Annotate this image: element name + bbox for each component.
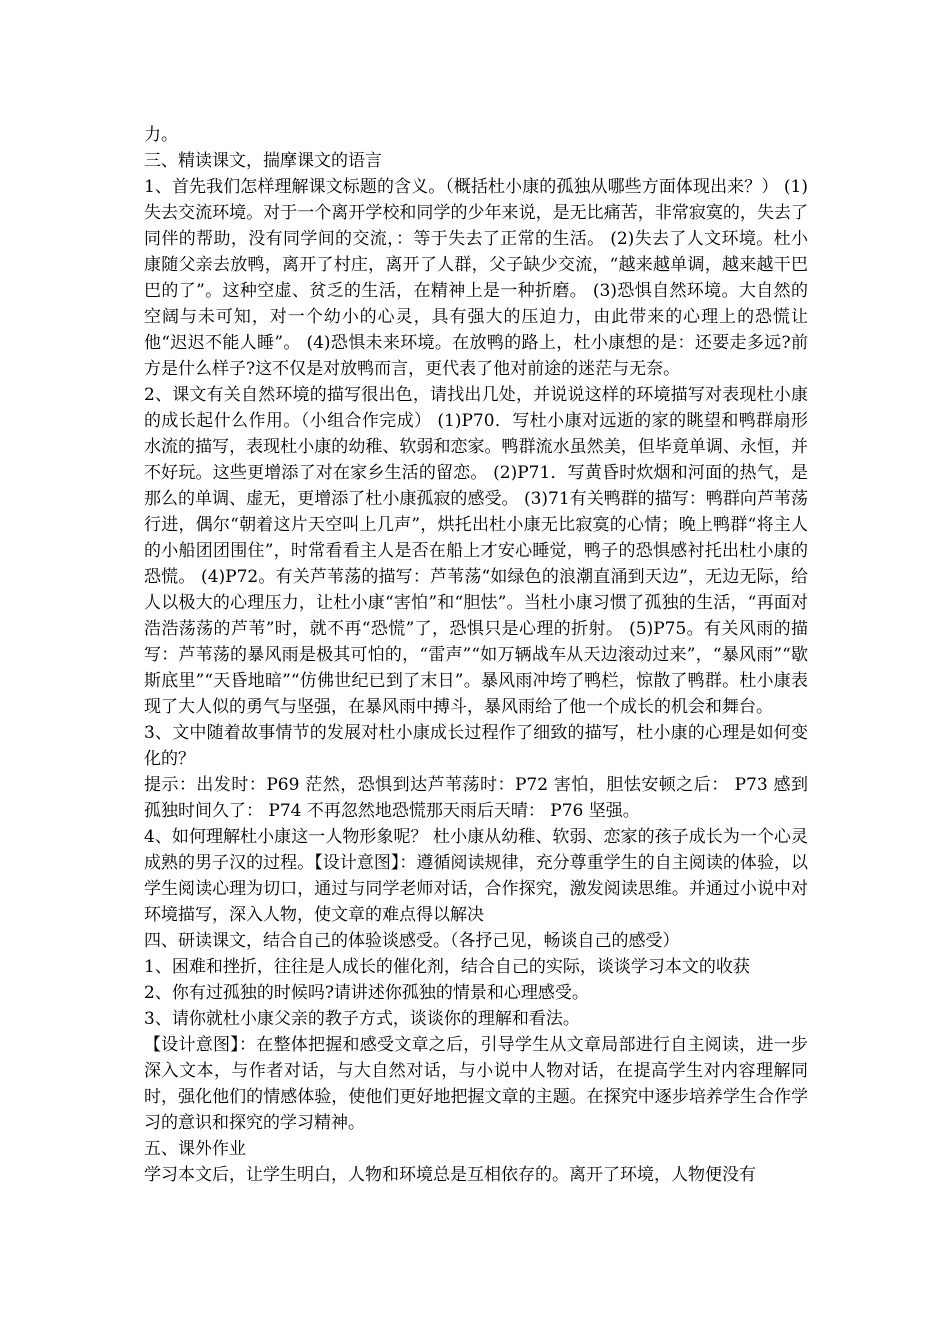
homework-text: 学习本文后，让学生明白，人物和环境总是互相依存的。离开了环境，人物便没有 — [144, 1165, 756, 1185]
discussion-item-one: 1、困难和挫折，往往是人成长的催化剂，结合自己的实际，谈谈学习本文的收获 — [144, 957, 750, 977]
section-heading-five: 五、课外作业 — [144, 1139, 246, 1159]
document-body — [144, 122, 808, 1188]
continuation-text: 力。 — [144, 125, 178, 145]
section-heading-three: 三、精读课文，揣摩课文的语言 — [144, 151, 382, 171]
question-one: 1、首先我们怎样理解课文标题的含义。（概括杜小康的孤独从哪些方面体现出来？） (1)失去交流环境。对于一个离开学校和同学的少年来说，是无比痛苦，非常寂寞的，失去了同伴的帮助，没有同学间的交流，：等于失去了正常的生活。 (2)失去了人文环境。杜小康随父亲去放鸭，离开了村庄，离开了人群，父子缺少交流，“越来越单调，越来越干巴巴的了”。这种空虚、贫乏的生活，在精神上是一种折磨。 (3)恐惧自然环境。大自然的空阔与未可知，对一个幼小的心灵，具有强大的压迫力，由此带来的心理上的恐慌让他“迟迟不能人睡”。 (4)恐惧未来环境。在放鸭的路上，杜小康想的是：还要走多远?前方是什么样子?这不仅是对放鸭而言，更代表了他对前途的迷茫与无奈。 — [144, 177, 808, 379]
question-three-hint: 提示：出发时：P69 茫然，恐惧到达芦苇荡时：P72 害怕，胆怯安顿之后： P73 感到孤独时间久了： P74 不再忽然地恐慌那天雨后天晴： P76 坚强。 — [144, 775, 808, 821]
question-two: 2、课文有关自然环境的描写很出色，请找出几处，并说说这样的环境描写对表现杜小康的成长起什么作用。（小组合作完成） (1)P70．写杜小康对远逝的家的眺望和鸭群扇形水流的描写，表现杜小康的幼稚、软弱和恋家。鸭群流水虽然美，但毕竟单调、永恒，并不好玩。这些更增添了对在家乡生活的留恋。 (2)P71．写黄昏时炊烟和河面的热气，是那么的单调、虚无，更增添了杜小康孤寂的感受。 (3)71有关鸭群的描写：鸭群向芦苇荡行进，偶尔“朝着这片天空叫上几声”，烘托出杜小康无比寂寞的心情；晚上鸭群“将主人的小船团团围住”，时常看看主人是否在船上才安心睡觉，鸭子的恐惧感衬托出杜小康的恐慌。 (4)P72。有关芦苇荡的描写：芦苇荡“如绿色的浪潮直涌到天边”，无边无际，给人以极大的心理压力，让杜小康“害怕”和“胆怯”。当杜小康习惯了孤独的生活，“再面对浩浩荡荡的芦苇”时，就不再“恐慌”了，恐惧只是心理的折射。 (5)P75。有关风雨的描写：芦苇荡的暴风雨是极其可怕的，“雷声”“如万辆战车从天边滚动过来”，“暴风雨”“歇斯底里”“天昏地暗”“仿佛世纪已到了末日”。暴风雨冲垮了鸭栏，惊散了鸭群。杜小康表现了大人似的勇气与坚强，在暴风雨中搏斗，暴风雨给了他一个成长的机会和舞台。 — [144, 385, 808, 717]
discussion-item-three: 3、请你就杜小康父亲的教子方式，谈谈你的理解和看法。 — [144, 1009, 580, 1029]
question-four: 4、如何理解杜小康这一人物形象呢？ 杜小康从幼稚、软弱、恋家的孩子成长为一个心灵成熟的男子汉的过程。【设计意图】：遵循阅读规律，充分尊重学生的自主阅读的体验，以学生阅读心理为切口，通过与同学老师对话，合作探究，激发阅读思维。并通过小说中对环境描写，深入人物，使文章的难点得以解决 — [144, 827, 808, 925]
question-three: 3、文中随着故事情节的发展对杜小康成长过程作了细致的描写，杜小康的心理是如何变化的？ — [144, 723, 808, 769]
section-heading-four: 四、研读课文，结合自己的体验谈感受。（各抒己见，畅谈自己的感受） — [144, 931, 680, 951]
discussion-item-two: 2、你有过孤独的时候吗?请讲述你孤独的情景和心理感受。 — [144, 983, 589, 1003]
design-intent: 【设计意图】：在整体把握和感受文章之后，引导学生从文章局部进行自主阅读，进一步深入文本，与作者对话，与大自然对话，与小说中人物对话，在提高学生对内容理解同时，强化他们的情感体验，使他们更好地把握文章的主题。在探究中逐步培养学生合作学习的意识和探究的学习精神。 — [144, 1035, 808, 1133]
